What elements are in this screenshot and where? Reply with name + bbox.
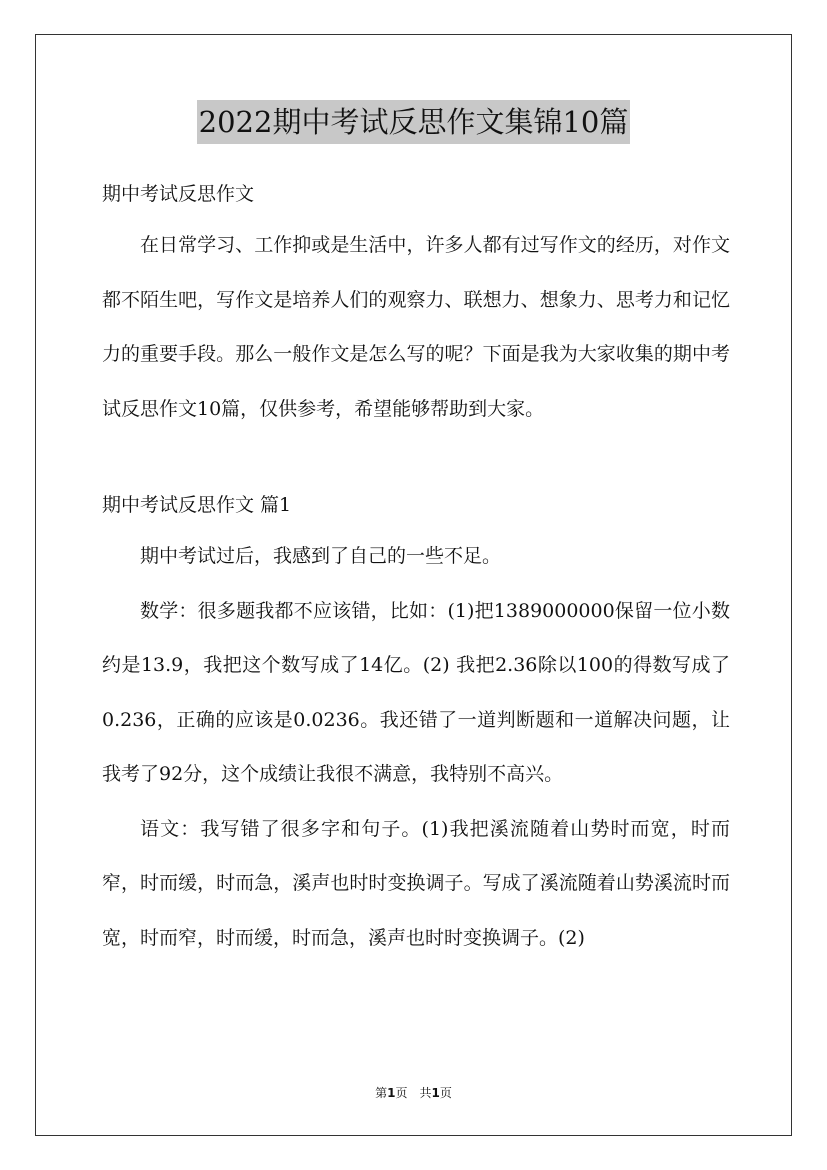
paragraph: 数学：很多题我都不应该错，比如：(1)把1389000000保留一位小数约是13.9，我把这个数写成了14亿。(2) 我把2.36除以100的得数写成了0.236，正确的应该是0.0236。我还错了一道判断题和一道解决问题，让我考了92分，这个成绩让我很不满意，我特别不高兴。: [102, 599, 730, 785]
intro-paragraph: 在日常学习、工作抑或是生活中，许多人都有过写作文的经历，对作文都不陌生吧，写作文是培养人们的观察力、联想力、想象力、思考力和记忆力的重要手段。那么一般作文是怎么写的呢？下面是我为大家收集的期中考试反思作文10篇，仅供参考，希望能够帮助到大家。: [102, 234, 730, 420]
footer-page-current: 1: [387, 1086, 396, 1100]
footer-page-prefix: 第: [375, 1086, 388, 1100]
footer-page-total: 1: [431, 1086, 440, 1100]
document-title: 2022期中考试反思作文集锦10篇: [197, 100, 631, 144]
title-container: [0, 100, 827, 144]
page-footer: [0, 1084, 827, 1101]
document-body: [102, 170, 730, 965]
paragraph: 语文：我写错了很多字和句子。(1)我把溪流随着山势时而宽，时而窄，时而缓，时而急，溪声也时时变换调子。写成了溪流随着山势溪流时而宽，时而窄，时而缓，时而急，溪声也时时变换调子。(2): [102, 817, 730, 949]
article-heading: 期中考试反思作文 篇1: [102, 494, 292, 516]
spacer: [102, 436, 730, 481]
footer-page-mid: 页 共: [395, 1086, 432, 1100]
footer-page-suffix: 页: [439, 1086, 452, 1100]
section-heading: 期中考试反思作文: [102, 183, 255, 205]
paragraph: 期中考试过后，我感到了自己的一些不足。: [140, 545, 502, 567]
